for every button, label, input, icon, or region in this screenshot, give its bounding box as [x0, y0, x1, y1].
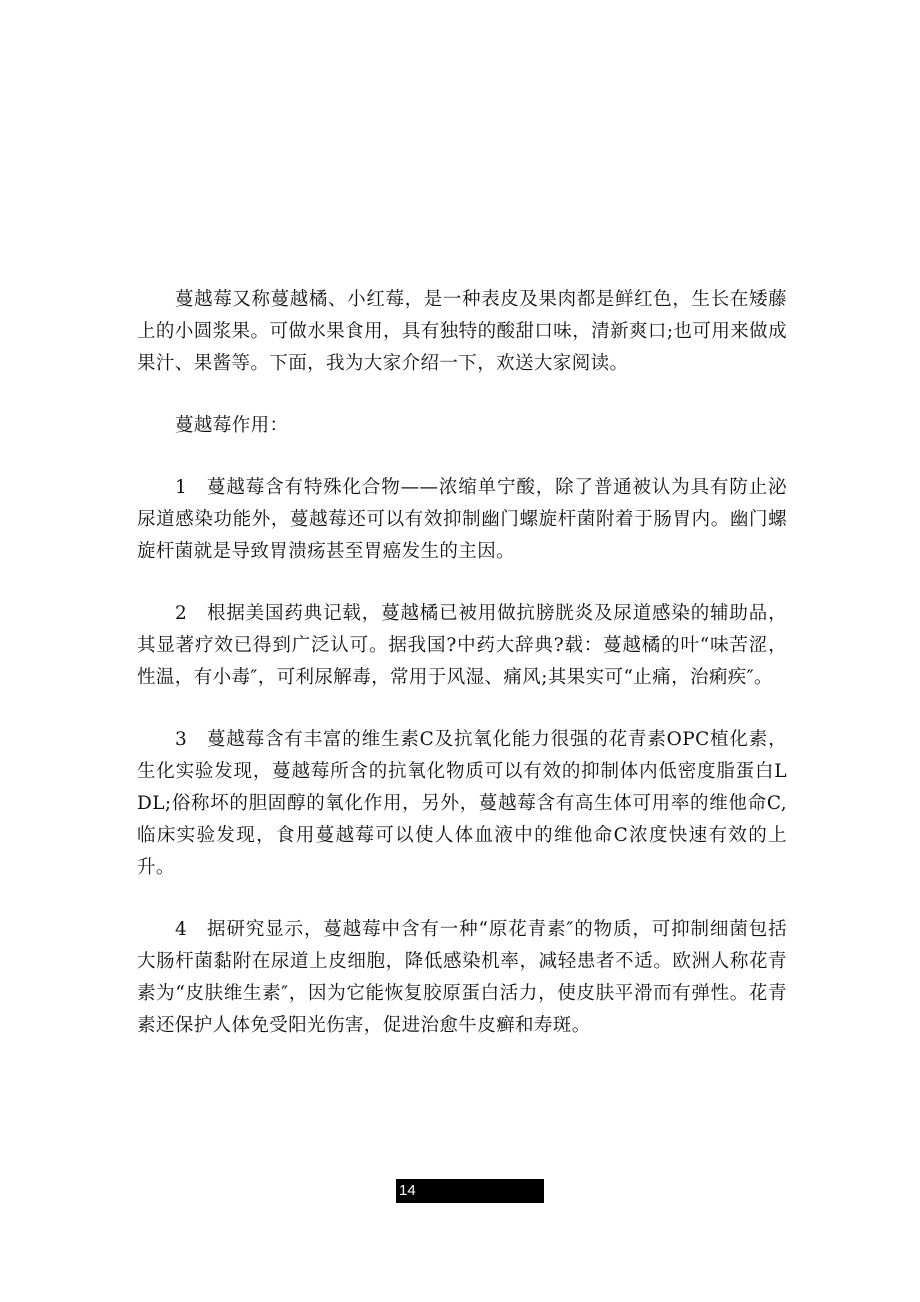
intro-paragraph: 蔓越莓又称蔓越橘、小红莓，是一种表皮及果肉都是鲜红色，生长在矮藤上的小圆浆果。可做水果食用，具有独特的酸甜口味，清新爽口;也可用来做成果汁、果酱等。下面，我为大家介绍一下，欢送大家阅读。	[137, 289, 787, 374]
document-body	[137, 284, 787, 1042]
page-number-bar	[396, 1179, 544, 1203]
list-item: 4 据研究显示，蔓越莓中含有一种“原花青素″的物质，可抑制细菌包括大肠杆菌黏附在尿道上皮细胞，降低感染机率，减轻患者不适。欧洲人称花青素为“皮肤维生素″，因为它能恢复胶原蛋白活力，使皮肤平滑而有弹性。花青素还保护人体免受阳光伤害，促进治愈牛皮癣和寿斑。	[137, 919, 787, 1036]
section-heading: 蔓越莓作用：	[175, 415, 289, 436]
page-number: 14	[399, 1182, 416, 1199]
list-item: 3 蔓越莓含有丰富的维生素C及抗氧化能力很强的花青素OPC植化素，生化实验发现，蔓越莓所含的抗氧化物质可以有效的抑制体内低密度脂蛋白LDL;俗称坏的胆固醇的氧化作用，另外，蔓越莓含有高生体可用率的维他命C,临床实验发现，食用蔓越莓可以使人体血液中的维他命C浓度快速有效的上升。	[137, 729, 787, 878]
list-item: 2 根据美国药典记载，蔓越橘已被用做抗膀胱炎及尿道感染的辅助品，其显著疗效已得到广泛认可。据我国?中药大辞典?载：蔓越橘的叶“味苦涩，性温，有小毒″，可利尿解毒，常用于风湿、痛风;其果实可“止痛，治痢疾″。	[137, 603, 787, 688]
list-item: 1 蔓越莓含有特殊化合物——浓缩单宁酸，除了普通被认为具有防止泌尿道感染功能外，蔓越莓还可以有效抑制幽门螺旋杆菌附着于肠胃内。幽门螺旋杆菌就是导致胃溃疡甚至胃癌发生的主因。	[137, 477, 787, 562]
